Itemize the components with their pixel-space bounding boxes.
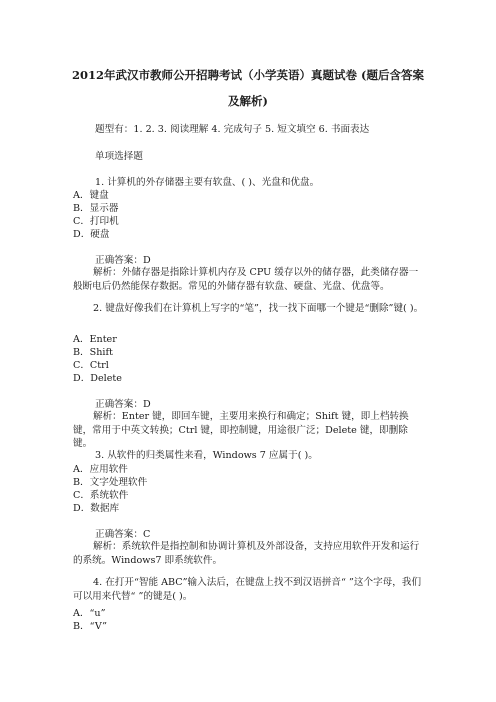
question-4-option-b: B．“V” <box>73 621 108 632</box>
question-2-answer: 正确答案：D <box>95 399 151 410</box>
question-3-option-d: D．数据库 <box>73 503 120 514</box>
question-1-option-b: B．显示器 <box>73 203 119 214</box>
question-1-option-c: C．打印机 <box>73 216 119 227</box>
question-1-option-a: A．键盘 <box>73 190 109 201</box>
question-1-explanation: 解析：外储存器是指除计算机内存及 CPU 缓存以外的储存器，此类储存器一般断电后仍然能保存数据。常见的外储存器有软盘、硬盘、光盘、优盘等。 <box>73 267 419 292</box>
question-4-stem: 4. 在打开“智能 ABC”输入法后，在键盘上找不到汉语拼音“ ”这个字母，我们可以用来代替“ ”的键是( )。 <box>73 577 422 602</box>
question-2-explanation: 解析：Enter 键，即回车键，主要用来换行和确定；Shift 键，即上档转换键，常用于中英文转换；Ctrl 键，即控制键，用途很广泛；Delete 键，即删除键。 <box>73 411 409 449</box>
question-3-stem: 3. 从软件的归类属性来看，Windows 7 应属于( )。 <box>95 450 318 461</box>
question-1-stem: 1. 计算机的外存储器主要有软盘、( )、光盘和优盘。 <box>95 177 320 188</box>
section-heading: 单项选择题 <box>95 151 143 162</box>
document-title-line2: 及解析) <box>228 94 268 108</box>
question-1-option-d: D．硬盘 <box>73 229 110 240</box>
question-2-option-c: C．Ctrl <box>73 360 109 371</box>
question-3-option-b: B．文字处理软件 <box>73 477 148 488</box>
question-3-explanation: 解析：系统软件是指控制和协调计算机及外部设备，支持应用软件开发和运行的系统。Windows7 即系统软件。 <box>73 541 420 566</box>
question-2-option-d: D．Delete <box>73 373 122 384</box>
question-1-answer: 正确答案：D <box>95 255 151 266</box>
question-3-option-c: C．系统软件 <box>73 490 129 501</box>
question-2-option-b: B．Shift <box>73 347 113 358</box>
question-types: 题型有：1. 2. 3. 阅读理解 4. 完成句子 5. 短文填空 6. 书面表达 <box>95 124 370 135</box>
question-3-option-a: A．应用软件 <box>73 464 128 475</box>
question-4-option-a: A．“u” <box>73 608 106 619</box>
question-3-answer: 正确答案：C <box>95 529 151 540</box>
question-2-option-a: A．Enter <box>73 334 117 345</box>
document-title-line1: 2012年武汉市教师公开招聘考试（小学英语）真题试卷 (题后含答案 <box>72 68 424 82</box>
question-2-stem: 2. 键盘好像我们在计算机上写字的“笔”，找一找下面哪一个键是“删除”键( )。 <box>93 303 424 314</box>
